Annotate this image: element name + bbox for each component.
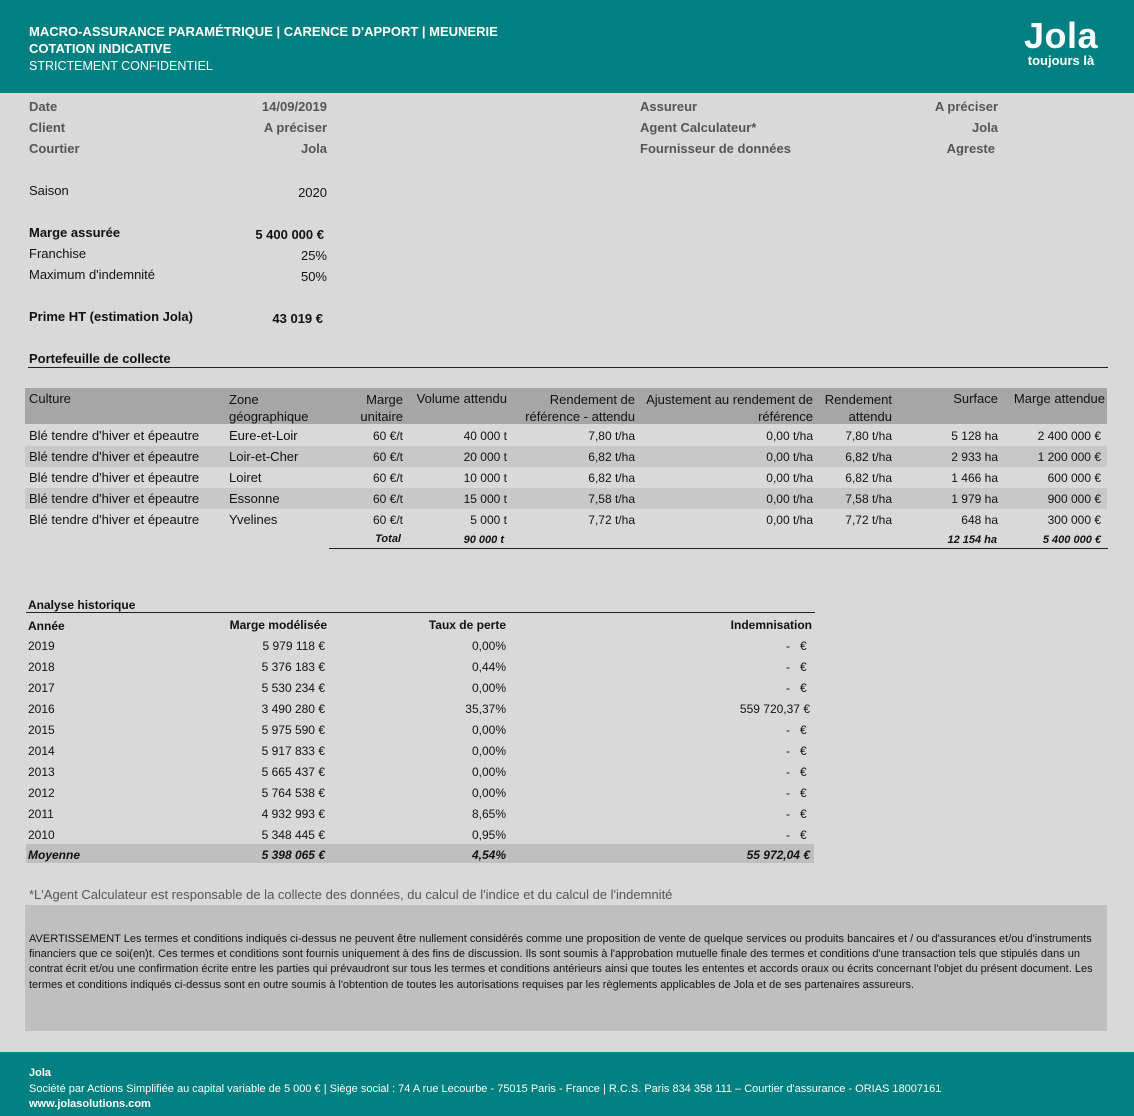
footer-company: Jola [29,1067,52,1079]
history-cell-annee: 2011 [28,807,54,821]
courtier-value: Jola [300,141,327,156]
header-banner [0,0,1134,93]
history-cell-taux: 0,00% [471,681,506,695]
history-cell-marge: 5 975 590 € [261,723,325,737]
portfolio-cell-surface: 648 ha [961,513,998,527]
document-subtitle: COTATION INDICATIVE [29,41,172,56]
agent-label: Agent Calculateur* [640,120,757,135]
average-label: Moyenne [28,848,81,862]
history-cell-indem: - [786,660,790,674]
prime-label: Prime HT (estimation Jola) [29,309,193,324]
portfolio-cell-rdt_ref: 7,72 t/ha [588,513,635,527]
logo-tagline: toujours là [1027,53,1095,68]
col-marge-att-header: Marge attendue [1013,391,1105,406]
history-cell-euro: € [800,786,807,800]
history-cell-taux: 0,00% [471,765,506,779]
total-surface: 12 154 ha [947,534,997,546]
footnote: *L'Agent Calculateur est responsable de la collecte des données, du calcul de l'indice et du calcul de l'indemnité [29,887,673,902]
total-rule [329,548,1108,549]
average-indem: 55 972,04 € [746,848,810,862]
history-cell-euro: € [800,723,807,737]
history-cell-annee: 2013 [28,765,55,779]
portfolio-cell-surface: 2 933 ha [951,450,998,464]
history-cell-taux: 0,00% [471,744,506,758]
history-cell-euro: € [800,828,807,842]
portfolio-cell-ajust: 0,00 t/ha [766,450,813,464]
date-value: 14/09/2019 [261,99,327,114]
history-cell-taux: 0,00% [471,639,506,653]
history-cell-marge: 5 665 437 € [261,765,325,779]
history-cell-taux: 0,00% [471,786,506,800]
col-rdt-att-header-line1: Rendement [824,392,892,407]
history-cell-indem: 559 720,37 € [739,702,810,716]
portfolio-cell-surface: 1 466 ha [951,471,998,485]
disclaimer-text: AVERTISSEMENT Les termes et conditions indiqués ci-dessus ne peuvent être nullement considérés comme une proposition de vente de quelque services ou produits bancaires et / ou d'assurances et/ou d'instruments financiers que ce soi(en)t. Ces termes et conditions sont fournis uniquement à des fins de discussion. Ils sont soumis à l'approbation mutuelle finale des termes et conditions d'une transaction tels que stipulés dans un contrat écrit et/ou une confirmation écrite entre les parties qui prévaudront sur tous les termes et conditions antérieurs ainsi que toutes les ententes et accords oraux ou écrits concernant l'objet du présent document. Les termes et conditions indiqués ci-dessus sont en outre soumis à l'obtention de toutes les autorisations requises par les règlements applicables de Jola et de ses partenaires assureurs. [29,933,1093,991]
history-title: Analyse historique [28,598,136,612]
history-col-indem: Indemnisation [730,618,812,632]
logo-name: Jola [1023,15,1098,56]
client-label: Client [29,120,66,135]
history-cell-indem: - [786,828,790,842]
history-cell-marge: 5 979 118 € [262,639,325,653]
portfolio-cell-ajust: 0,00 t/ha [766,513,813,527]
portfolio-cell-marge_att: 900 000 € [1047,492,1101,506]
history-cell-indem: - [786,744,790,758]
history-cell-marge: 3 490 280 € [261,702,325,716]
portfolio-cell-zone: Loiret [229,470,262,485]
client-value: A préciser [263,120,327,135]
portfolio-cell-rdt_ref: 6,82 t/ha [588,450,635,464]
confidentiality-notice: STRICTEMENT CONFIDENTIEL [29,59,213,73]
history-cell-indem: - [786,786,790,800]
history-cell-euro: € [800,765,807,779]
footer [0,1052,1134,1116]
franchise-label: Franchise [29,246,87,261]
portfolio-cell-marge_att: 2 400 000 € [1037,429,1101,443]
portfolio-title: Portefeuille de collecte [29,351,171,366]
portfolio-cell-culture: Blé tendre d'hiver et épeautre [29,470,200,485]
courtier-label: Courtier [29,141,80,156]
col-ajust-header [637,391,813,425]
total-marge-attendue: 5 400 000 € [1042,534,1101,546]
marge-assuree-label: Marge assurée [29,225,121,240]
history-cell-indem: - [786,681,790,695]
history-cell-annee: 2014 [28,744,55,758]
portfolio-cell-zone: Loir-et-Cher [229,449,299,464]
history-cell-marge: 5 917 833 € [261,744,325,758]
portfolio-cell-culture: Blé tendre d'hiver et épeautre [29,512,200,527]
col-zone-header-line2: géographique [229,409,309,424]
history-title-rule [26,612,815,613]
fournisseur-label: Fournisseur de données [640,141,791,156]
portfolio-cell-rdt_ref: 7,80 t/ha [588,429,635,443]
saison-value: 2020 [298,185,327,200]
history-cell-euro: € [800,681,807,695]
portfolio-cell-culture: Blé tendre d'hiver et épeautre [29,449,200,464]
col-marge-header [343,391,403,425]
history-col-taux: Taux de perte [428,618,506,632]
portfolio-cell-rdt_att: 6,82 t/ha [845,471,892,485]
history-cell-annee: 2010 [28,828,55,842]
portfolio-title-rule [28,367,1108,368]
footer-website[interactable]: www.jolasolutions.com [29,1098,151,1110]
col-ajust-header-line2: référence [758,409,813,424]
assureur-value: A préciser [934,99,998,114]
history-cell-annee: 2019 [28,639,55,653]
portfolio-cell-marge_att: 1 200 000 € [1037,450,1101,464]
history-cell-euro: € [800,639,807,653]
portfolio-cell-rdt_att: 7,58 t/ha [845,492,892,506]
history-cell-indem: - [786,639,790,653]
col-rdt-att-header [815,391,892,425]
col-marge-header-line1: Marge [366,392,403,407]
col-marge-header-line2: unitaire [360,409,403,424]
portfolio-cell-rdt_ref: 7,58 t/ha [588,492,635,506]
jola-logo [1023,15,1098,68]
portfolio-cell-marge_att: 600 000 € [1047,471,1101,485]
history-cell-taux: 0,44% [471,660,506,674]
col-rdt-att-header-line2: attendu [848,409,892,424]
col-rdt-ref-header-line2: référence - attendu [525,409,635,424]
portfolio-cell-rdt_att: 7,80 t/ha [845,429,892,443]
max-indemnite-label: Maximum d'indemnité [29,267,156,282]
disclaimer-box [25,905,1107,1031]
history-cell-marge: 5 764 538 € [261,786,325,800]
portfolio-cell-marge: 60 €/t [372,429,403,443]
history-cell-annee: 2018 [28,660,55,674]
portfolio-cell-volume: 5 000 t [470,513,507,527]
portfolio-cell-volume: 40 000 t [463,429,507,443]
history-cell-taux: 35,37% [465,702,506,716]
portfolio-cell-volume: 20 000 t [463,450,507,464]
history-cell-taux: 0,95% [471,828,506,842]
prime-value: 43 019 € [272,311,323,326]
col-rdt-ref-header-line1: Rendement de [549,392,635,407]
history-cell-annee: 2015 [28,723,55,737]
portfolio-cell-ajust: 0,00 t/ha [766,492,813,506]
history-cell-annee: 2016 [28,702,55,716]
date-label: Date [29,99,58,114]
average-marge: 5 398 065 € [261,848,325,862]
history-cell-euro: € [800,744,807,758]
portfolio-cell-ajust: 0,00 t/ha [766,429,813,443]
history-cell-indem: - [786,723,790,737]
col-ajust-header-line1: Ajustement au rendement de [646,392,813,407]
portfolio-cell-marge: 60 €/t [372,471,403,485]
portfolio-cell-culture: Blé tendre d'hiver et épeautre [29,491,200,506]
col-volume-header: Volume attendu [416,391,507,406]
portfolio-cell-marge: 60 €/t [372,513,403,527]
history-cell-euro: € [800,660,807,674]
fournisseur-value: Agreste [946,141,995,156]
portfolio-cell-zone: Eure-et-Loir [229,428,298,443]
portfolio-cell-volume: 10 000 t [463,471,507,485]
history-cell-annee: 2012 [28,786,55,800]
history-cell-annee: 2017 [28,681,55,695]
history-cell-marge: 5 530 234 € [261,681,325,695]
document-title: MACRO-ASSURANCE PARAMÉTRIQUE | CARENCE D'APPORT | MEUNERIE [29,24,498,39]
portfolio-cell-surface: 1 979 ha [951,492,998,506]
col-surface-header: Surface [953,391,998,406]
portfolio-cell-marge: 60 €/t [372,492,403,506]
agent-value: Jola [971,120,998,135]
col-zone-header [229,391,309,425]
history-cell-marge: 5 348 445 € [261,828,325,842]
portfolio-cell-volume: 15 000 t [463,492,507,506]
history-cell-marge: 4 932 993 € [261,807,325,821]
franchise-value: 25% [300,248,327,263]
assureur-label: Assureur [640,99,698,114]
col-culture-header: Culture [29,391,71,406]
average-taux: 4,54% [471,848,506,862]
portfolio-cell-rdt_ref: 6,82 t/ha [588,471,635,485]
saison-label: Saison [29,183,69,198]
portfolio-cell-ajust: 0,00 t/ha [766,471,813,485]
portfolio-cell-culture: Blé tendre d'hiver et épeautre [29,428,200,443]
col-rdt-ref-header [513,391,635,425]
total-label: Total [375,533,401,545]
portfolio-cell-zone: Essonne [229,491,280,506]
col-zone-header-line1: Zone [229,392,259,407]
portfolio-cell-marge: 60 €/t [372,450,403,464]
footer-legal: Société par Actions Simplifiée au capital variable de 5 000 € | Siège social : 74 A rue Lecourbe - 75015 Paris - France | R.C.S. Paris 834 358 111 – Courtier d'assurance - ORIAS 18007161 [29,1083,942,1095]
portfolio-table-header [25,388,1107,424]
portfolio-cell-zone: Yvelines [229,512,278,527]
history-col-marge: Marge modélisée [229,618,327,632]
portfolio-cell-marge_att: 300 000 € [1047,513,1101,527]
history-cell-indem: - [786,807,790,821]
max-indemnite-value: 50% [300,269,327,284]
history-col-annee: Année [28,619,65,633]
history-cell-taux: 0,00% [471,723,506,737]
total-volume: 90 000 t [463,534,504,546]
portfolio-cell-surface: 5 128 ha [951,429,998,443]
portfolio-cell-rdt_att: 7,72 t/ha [845,513,892,527]
history-cell-euro: € [800,807,807,821]
history-cell-indem: - [786,765,790,779]
history-cell-marge: 5 376 183 € [261,660,325,674]
history-cell-taux: 8,65% [471,807,506,821]
marge-assuree-value: 5 400 000 € [255,227,324,242]
portfolio-cell-rdt_att: 6,82 t/ha [845,450,892,464]
history-average-row [26,844,814,863]
